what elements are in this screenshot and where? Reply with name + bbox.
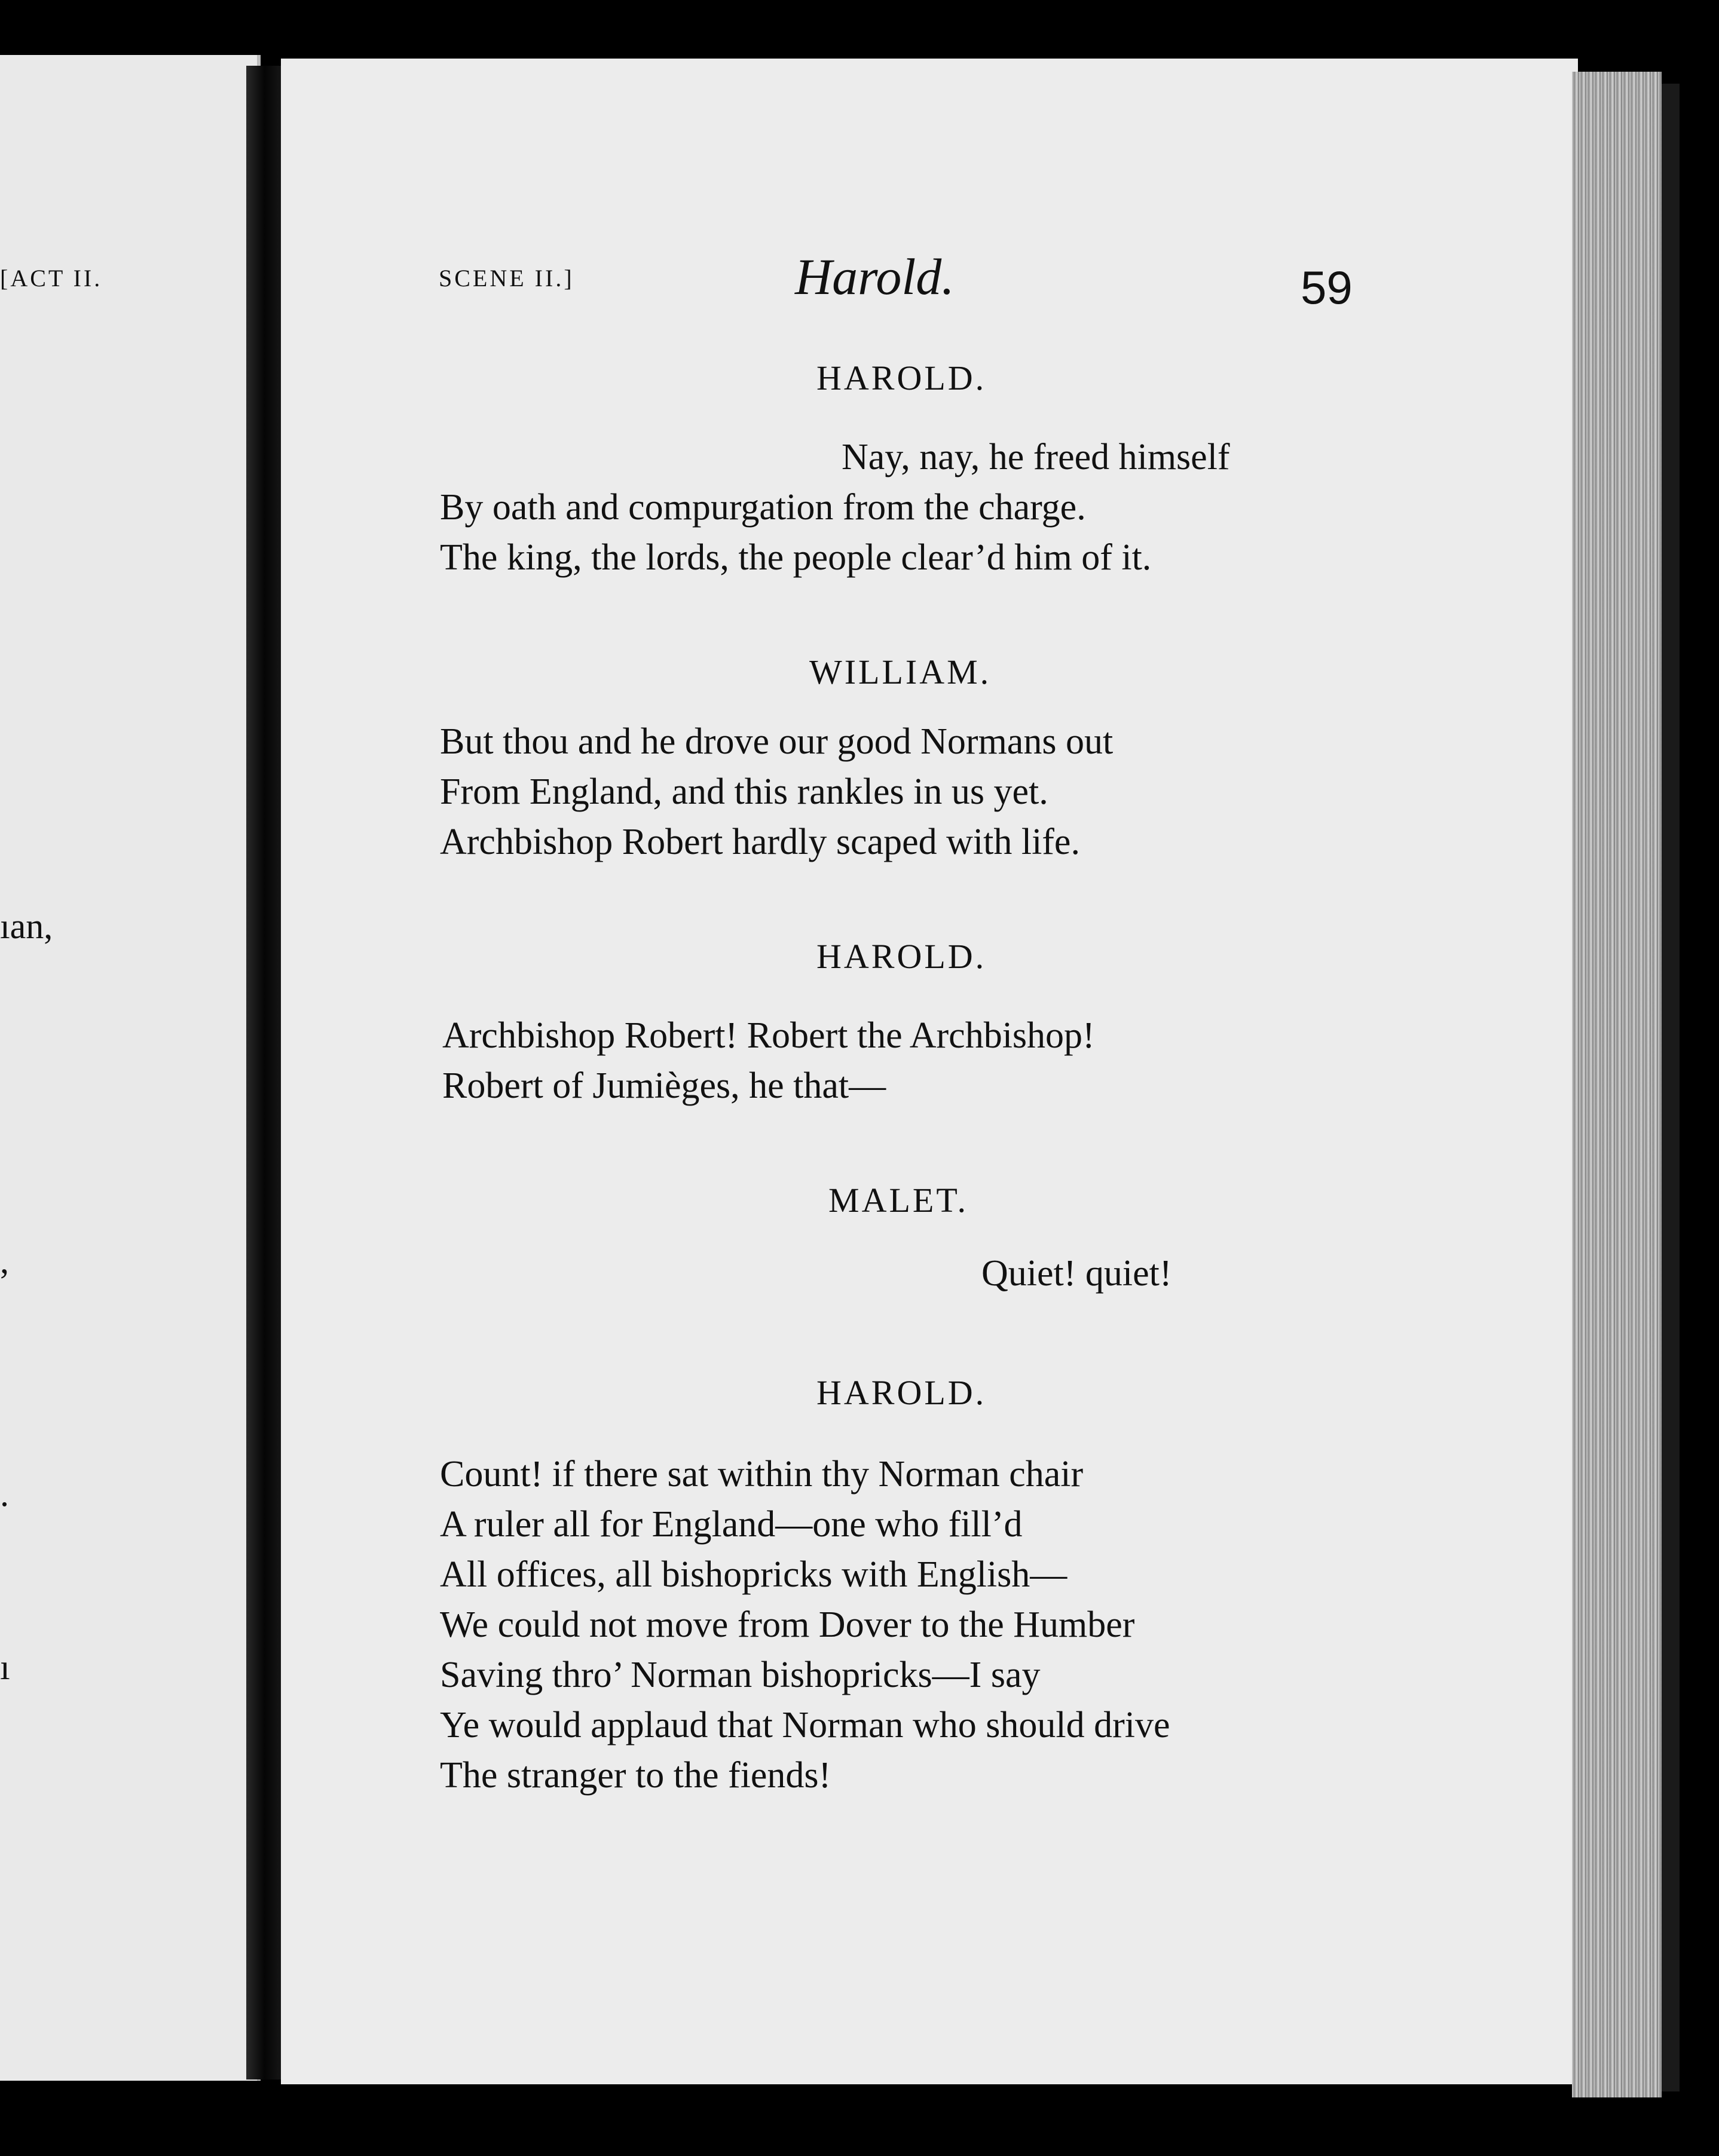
- verse-line: Nay, nay, he freed himself: [842, 437, 1230, 477]
- left-page-header: [ACT II.: [0, 265, 103, 292]
- speaker-name: WILLIAM.: [809, 653, 992, 691]
- verse-line: A ruler all for England—one who fill’d: [440, 1504, 1023, 1545]
- verse-line: Robert of Jumièges, he that—: [442, 1065, 886, 1106]
- left-page-fragment: ı: [0, 1647, 10, 1687]
- verse-line: Archbishop Robert! Robert the Archbishop!: [442, 1015, 1095, 1056]
- running-title: Harold.: [795, 248, 955, 305]
- verse-line: By oath and compurgation from the charge.: [440, 487, 1086, 528]
- speaker-name: MALET.: [828, 1181, 968, 1220]
- verse-line: From England, and this rankles in us yet.: [440, 771, 1048, 812]
- verse-line: The king, the lords, the people clear’d him of it.: [440, 537, 1152, 578]
- verse-line: Quiet! quiet!: [981, 1253, 1172, 1294]
- verse-line: Count! if there sat within thy Norman chair: [440, 1454, 1084, 1494]
- scene-label: SCENE II.]: [439, 265, 574, 292]
- verse-line: But thou and he drove our good Normans out: [440, 721, 1114, 762]
- page-edges: [1572, 72, 1662, 2097]
- speaker-name: HAROLD.: [816, 937, 987, 976]
- left-page-fragment: ,: [0, 1241, 9, 1281]
- verse-line: Saving thro’ Norman bishopricks—I say: [440, 1655, 1041, 1695]
- left-page: [0, 55, 261, 2081]
- speaker-name: HAROLD.: [816, 359, 987, 397]
- verse-line: Ye would applaud that Norman who should drive: [440, 1705, 1170, 1745]
- verse-line: Archbishop Robert hardly scaped with life.: [440, 822, 1080, 862]
- page-number: 59: [1301, 261, 1353, 314]
- speaker-name: HAROLD.: [816, 1373, 987, 1412]
- left-page-fragment: .: [0, 1474, 9, 1514]
- verse-line: All offices, all bishopricks with English—: [440, 1554, 1068, 1595]
- page-edge-shadow: [1662, 84, 1680, 2091]
- verse-line: The stranger to the fiends!: [440, 1755, 831, 1796]
- verse-line: We could not move from Dover to the Humber: [440, 1604, 1135, 1645]
- left-page-fragment: ıan,: [0, 906, 53, 946]
